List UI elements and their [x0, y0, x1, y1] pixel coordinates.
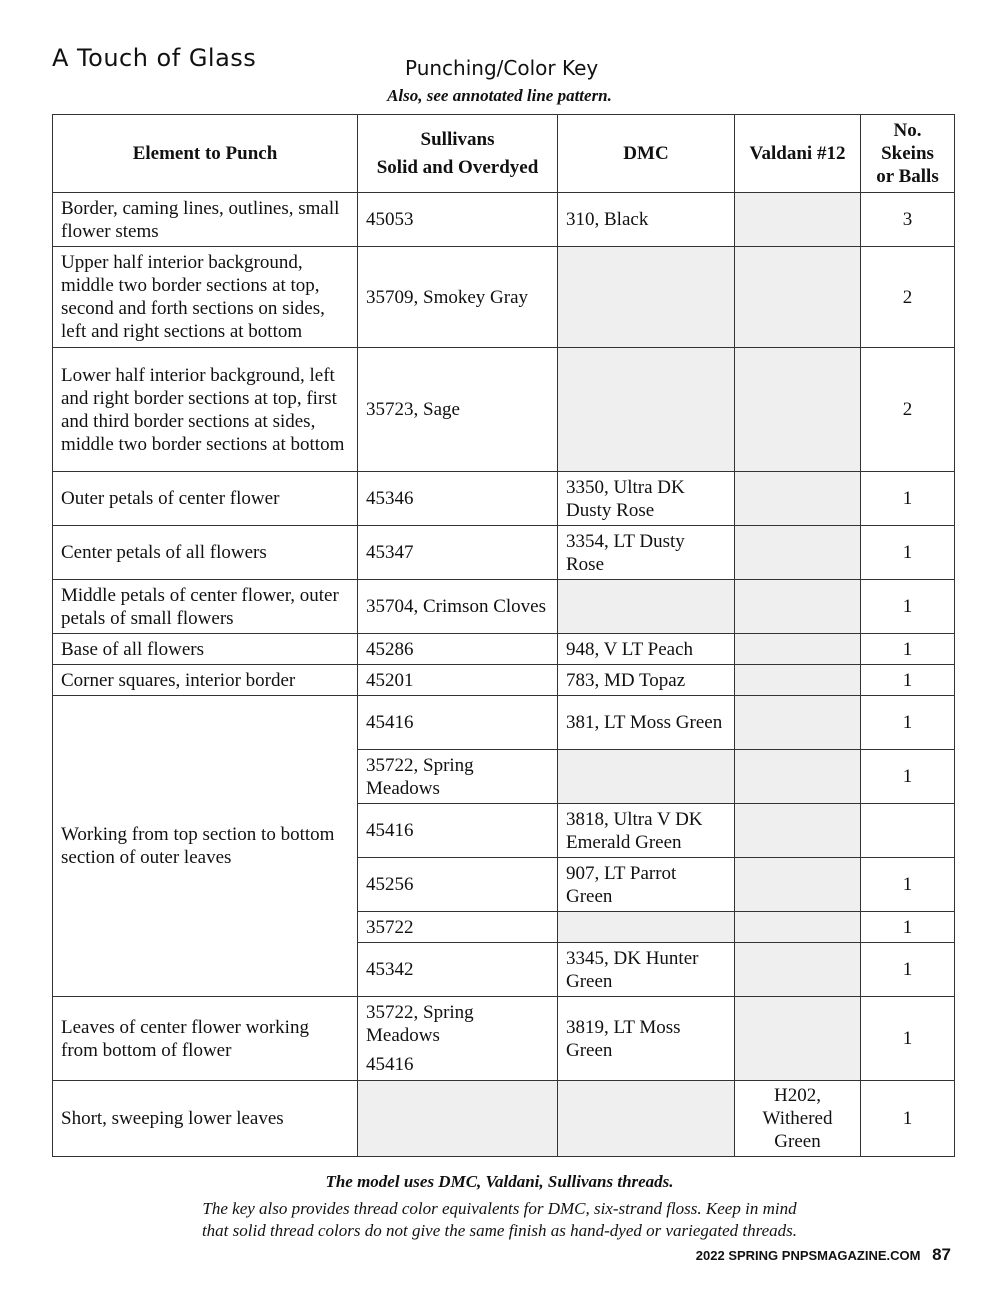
valdani-cell	[735, 472, 861, 526]
table-row	[53, 997, 955, 1081]
table-row	[53, 1081, 955, 1157]
dmc-cell: 907, LT Parrot Green	[558, 858, 735, 912]
key-explanation	[0, 1198, 999, 1242]
table-row	[53, 634, 955, 665]
table-row	[53, 696, 955, 750]
skeins-cell: 1	[861, 912, 955, 943]
valdani-cell	[735, 943, 861, 997]
sullivans-cell: 45346	[358, 472, 558, 526]
dmc-cell: 3345, DK Hunter Green	[558, 943, 735, 997]
valdani-cell	[735, 580, 861, 634]
valdani-cell: H202, Withered Green	[735, 1081, 861, 1157]
table-row	[53, 193, 955, 247]
valdani-cell	[735, 247, 861, 348]
skeins-cell: 2	[861, 348, 955, 472]
header-valdani: Valdani #12	[735, 115, 861, 193]
skeins-cell	[861, 804, 955, 858]
sullivans-cell: 45053	[358, 193, 558, 247]
dmc-cell: 310, Black	[558, 193, 735, 247]
sullivans-cell: 45256	[358, 858, 558, 912]
valdani-cell	[735, 912, 861, 943]
table-row	[53, 526, 955, 580]
page-number: 87	[932, 1245, 951, 1264]
header-row	[53, 115, 955, 193]
dmc-cell: 3354, LT Dusty Rose	[558, 526, 735, 580]
element-cell: Lower half interior background, left and right border sections at top, first and third border sections at sides, middle two border sections at bottom	[53, 348, 358, 472]
table-row	[53, 348, 955, 472]
page-footer	[696, 1245, 951, 1265]
color-key-table	[52, 114, 955, 1157]
table-row	[53, 665, 955, 696]
sullivans-cell: 45342	[358, 943, 558, 997]
header-element: Element to Punch	[53, 115, 358, 193]
dmc-cell	[558, 580, 735, 634]
valdani-cell	[735, 665, 861, 696]
element-cell: Working from top section to bottom section of outer leaves	[53, 696, 358, 997]
skeins-cell: 1	[861, 750, 955, 804]
sullivans-cell: 35722, Spring Meadows	[358, 750, 558, 804]
valdani-cell	[735, 193, 861, 247]
skeins-cell: 1	[861, 696, 955, 750]
key-explanation-line: that solid thread colors do not give the same finish as hand-dyed or variegated threads.	[201, 1221, 798, 1240]
skeins-cell: 1	[861, 665, 955, 696]
sullivans-cell: 45286	[358, 634, 558, 665]
model-note: The model uses DMC, Valdani, Sullivans threads.	[325, 1172, 674, 1191]
skeins-cell: 1	[861, 1081, 955, 1157]
element-cell: Upper half interior background, middle two border sections at top, second and forth sections on sides, left and right sections at bottom	[53, 247, 358, 348]
sullivans-cell: 45416	[358, 696, 558, 750]
table-row	[53, 247, 955, 348]
dmc-cell: 381, LT Moss Green	[558, 696, 735, 750]
dmc-cell: 3818, Ultra V DK Emerald Green	[558, 804, 735, 858]
sullivans-cell: 35709, Smokey Gray	[358, 247, 558, 348]
valdani-cell	[735, 997, 861, 1081]
skeins-cell: 1	[861, 472, 955, 526]
dmc-cell	[558, 750, 735, 804]
sullivans-line: 35722, Spring Meadows	[366, 1002, 474, 1046]
element-cell: Outer petals of center flower	[53, 472, 358, 526]
valdani-cell	[735, 526, 861, 580]
skeins-cell: 1	[861, 858, 955, 912]
sullivans-cell: 45347	[358, 526, 558, 580]
dmc-cell	[558, 912, 735, 943]
skeins-cell: 1	[861, 634, 955, 665]
element-cell: Center petals of all flowers	[53, 526, 358, 580]
header-dmc: DMC	[558, 115, 735, 193]
skeins-cell: 1	[861, 580, 955, 634]
element-cell: Corner squares, interior border	[53, 665, 358, 696]
dmc-cell	[558, 247, 735, 348]
valdani-cell	[735, 696, 861, 750]
header-sullivans: Sullivans Solid and Overdyed	[358, 115, 558, 193]
dmc-cell: 3350, Ultra DK Dusty Rose	[558, 472, 735, 526]
table-row	[53, 580, 955, 634]
pattern-note: Also, see annotated line pattern.	[387, 86, 612, 105]
issue-site: 2022 SPRING PNPSMAGAZINE.COM	[695, 1248, 921, 1263]
dmc-cell: 948, V LT Peach	[558, 634, 735, 665]
skeins-cell: 3	[861, 193, 955, 247]
sullivans-cell: 45416	[358, 804, 558, 858]
valdani-cell	[735, 750, 861, 804]
header-skeins: No. Skeins or Balls	[861, 115, 955, 193]
sullivans-cell	[358, 997, 558, 1081]
valdani-cell	[735, 634, 861, 665]
sullivans-cell	[358, 1081, 558, 1157]
sullivans-line: 45416	[366, 1054, 414, 1075]
dmc-cell	[558, 1081, 735, 1157]
sullivans-cell: 35704, Crimson Cloves	[358, 580, 558, 634]
dmc-cell: 3819, LT Moss Green	[558, 997, 735, 1081]
sullivans-cell: 35722	[358, 912, 558, 943]
element-cell: Short, sweeping lower leaves	[53, 1081, 358, 1157]
dmc-cell: 783, MD Topaz	[558, 665, 735, 696]
valdani-cell	[735, 348, 861, 472]
element-cell: Border, caming lines, outlines, small flower stems	[53, 193, 358, 247]
element-cell: Leaves of center flower working from bottom of flower	[53, 997, 358, 1081]
key-subtitle: Punching/Color Key	[405, 56, 599, 80]
skeins-cell: 2	[861, 247, 955, 348]
table-row	[53, 472, 955, 526]
page-title: A Touch of Glass	[52, 44, 257, 72]
element-cell: Middle petals of center flower, outer petals of small flowers	[53, 580, 358, 634]
element-cell: Base of all flowers	[53, 634, 358, 665]
skeins-cell: 1	[861, 997, 955, 1081]
sullivans-cell: 35723, Sage	[358, 348, 558, 472]
skeins-cell: 1	[861, 943, 955, 997]
valdani-cell	[735, 804, 861, 858]
key-explanation-line: The key also provides thread color equivalents for DMC, six-strand floss. Keep in mind	[202, 1199, 797, 1218]
valdani-cell	[735, 858, 861, 912]
skeins-cell: 1	[861, 526, 955, 580]
dmc-cell	[558, 348, 735, 472]
sullivans-cell: 45201	[358, 665, 558, 696]
